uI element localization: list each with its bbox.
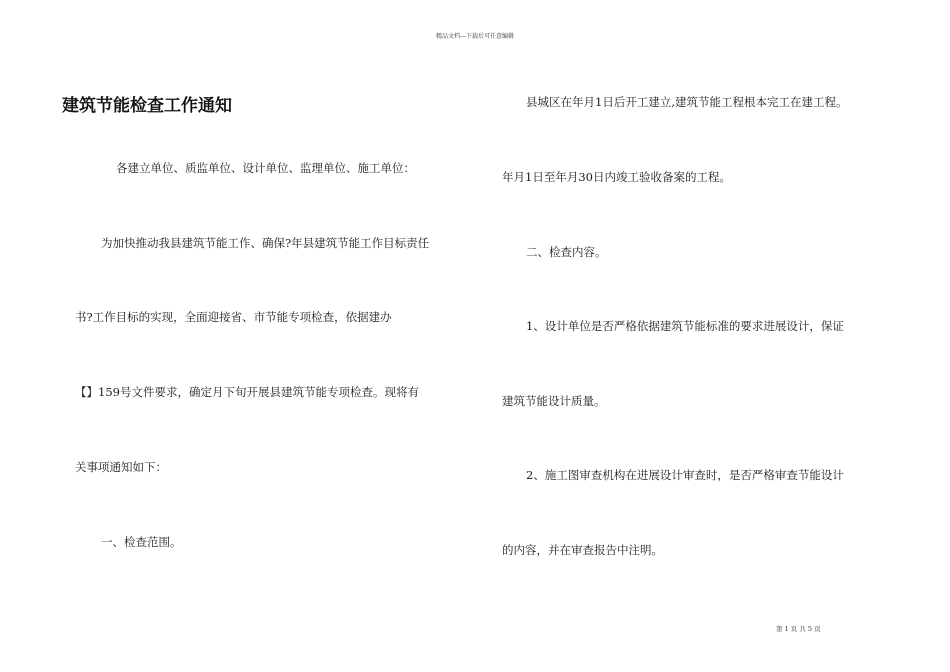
- paragraph-line: 县城区在年月1日后开工建立,建筑节能工程根本完工在建工程。: [526, 95, 848, 109]
- paragraph-line: 二、检查内容。: [526, 245, 607, 259]
- paragraph-line: 2、施工图审查机构在进展设计审查时，是否严格审查节能设计: [526, 468, 844, 482]
- paragraph-line: 一、检查范围。: [101, 535, 182, 549]
- paragraph-line: 年月1日至年月30日内竣工验收备案的工程。: [502, 170, 731, 184]
- paragraph-line: 各建立单位、质监单位、设计单位、监理单位、施工单位：: [116, 161, 415, 175]
- paragraph-line: 书?工作目标的实现，全面迎接省、市节能专项检查，依据建办: [75, 310, 392, 324]
- paragraph-line: 1、设计单位是否严格依据建筑节能标准的要求进展设计，保证: [526, 319, 844, 333]
- header-note: 精品文档---下载后可任意编辑: [435, 33, 515, 40]
- paragraph-line: 关事项通知如下：: [75, 460, 167, 474]
- paragraph-line: 为加快推动我县建筑节能工作、确保?年县建筑节能工作目标责任: [101, 236, 430, 250]
- paragraph-line: 的内容，并在审查报告中注明。: [502, 543, 663, 557]
- paragraph-line: 建筑节能设计质量。: [502, 394, 606, 408]
- page-number: 第 1 页 共 5 页: [776, 625, 821, 633]
- paragraph-line: 【】159号文件要求，确定月下旬开展县建筑节能专项检查。现将有: [75, 385, 419, 399]
- document-title: 建筑节能检查工作通知: [62, 96, 232, 116]
